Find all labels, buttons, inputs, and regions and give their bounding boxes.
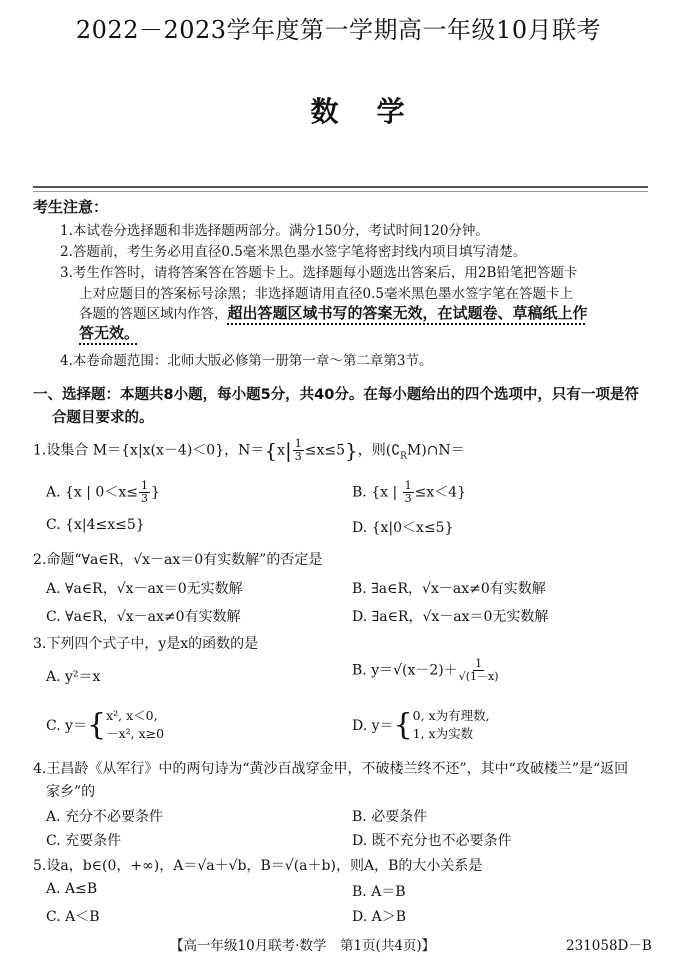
notice-emphasis-2: 答无效。 bbox=[79, 324, 140, 342]
subject-title: 数学 bbox=[310, 95, 443, 128]
question-3-stem: 3.下列四个式子中，y是x的函数的是 bbox=[33, 636, 259, 652]
q3-option-a[interactable]: A. y²＝x bbox=[46, 669, 101, 685]
question-4-stem-2: 家乡”的 bbox=[46, 784, 96, 800]
q5-option-b[interactable]: B. A＝B bbox=[352, 884, 406, 900]
notice-item-2: 2.答题前，考生务必用直径0.5毫米黑色墨水签字笔将密封线内项目填写清楚。 bbox=[60, 244, 527, 260]
q1-option-b[interactable] bbox=[352, 480, 466, 505]
q2-option-c[interactable]: C. ∀a∈R，√x－ax≠0有实数解 bbox=[46, 609, 241, 625]
notice-item-4: 4.本卷命题范围：北师大版必修第一册第一章～第二章第3节。 bbox=[60, 353, 433, 369]
footer-page-info: 【高一年级10月联考·数学 第1页(共4页)】 bbox=[170, 938, 436, 954]
q1-b-post: ≤x＜4} bbox=[414, 484, 467, 501]
q3-option-b[interactable] bbox=[352, 658, 500, 683]
section-heading-2: 合题目要求的。 bbox=[52, 410, 154, 426]
footer-code: 231058D－B bbox=[566, 938, 652, 954]
notice-item-3b: 上对应题目的答案标号涂黑；非选择题请用直径0.5毫米黑色墨水签字笔在答题卡上 bbox=[79, 286, 573, 302]
q3-c-line2: －x², x≥0 bbox=[106, 726, 165, 741]
q3-c-line1: x², x＜0, bbox=[106, 708, 158, 723]
q1-b-fraction: $\frac{1}{3}$ bbox=[404, 479, 412, 505]
notice-item-3c-text: 各题的答题区域内作答， bbox=[79, 306, 228, 322]
notice-heading: 考生注意： bbox=[33, 198, 109, 216]
question-4-stem: 4.王昌龄《从军行》中的两句诗为“黄沙百战穿金甲，不破楼兰终不还”，其中“攻破楼兰”是“返回 bbox=[33, 761, 629, 777]
q1-n-var: x bbox=[277, 442, 285, 459]
q1-option-d[interactable]: D. {x|0＜x≤5} bbox=[352, 520, 454, 536]
exam-title: 2022－2023学年度第一学期高一年级10月联考 bbox=[75, 16, 602, 44]
q3-d-pre: D. y＝ bbox=[352, 718, 394, 734]
q1-a-post: } bbox=[150, 484, 160, 501]
notice-emphasis: 超出答题区域书写的答案无效，在试题卷、草稿纸上作 bbox=[227, 304, 588, 322]
q1-n-post: ≤x≤5 bbox=[304, 442, 346, 459]
notice-item-3c bbox=[79, 302, 588, 323]
q1-option-a[interactable] bbox=[46, 480, 160, 505]
q5-option-a[interactable]: A. A≤B bbox=[46, 881, 98, 897]
q3-d-line1: 0, x为有理数, bbox=[412, 708, 490, 723]
q2-option-a[interactable]: A. ∀a∈R，√x－ax＝0无实数解 bbox=[46, 581, 243, 597]
q4-option-d[interactable]: D. 既不充分也不必要条件 bbox=[352, 833, 512, 849]
q1-prefix: 1.设集合 M＝{x|x(x－4)＜0}，N＝ bbox=[33, 442, 265, 459]
q4-option-a[interactable]: A. 充分不必要条件 bbox=[46, 809, 164, 825]
divider bbox=[33, 186, 648, 188]
q4-option-c[interactable]: C. 充要条件 bbox=[46, 833, 122, 849]
q2-option-d[interactable]: D. ∃a∈R，√x－ax＝0无实数解 bbox=[352, 609, 549, 625]
q1-option-c[interactable]: C. {x|4≤x≤5} bbox=[46, 517, 145, 533]
q3-d-line2: 1, x为实数 bbox=[412, 726, 474, 741]
q1-a-pre: A. {x | 0＜x≤ bbox=[46, 484, 138, 501]
question-1-stem: 1.设集合 M＝{x|x(x－4)＜0}，N＝{x| $\frac{1}{3}$ ≤x≤5}，则$(∁_RM)\cap N=$ bbox=[33, 437, 465, 463]
divider-thin bbox=[33, 191, 648, 192]
question-2-stem: 2.命题“∀a∈R，√x－ax＝0有实数解”的否定是 bbox=[33, 552, 323, 568]
q5-option-c[interactable]: C. A＜B bbox=[46, 909, 100, 925]
q1-suffix: ，则(∁ bbox=[357, 442, 401, 459]
q3-b-fraction: $\frac{1}{√(1-x)}$ bbox=[458, 657, 499, 683]
q1-n-fraction: $\frac{1}{3}$ bbox=[294, 437, 302, 463]
notice-item-3: 3.考生作答时，请将答案答在答题卡上。选择题每小题选出答案后，用2B铅笔把答题卡 bbox=[60, 265, 578, 281]
section-heading: 一、选择题：本题共8小题，每小题5分，共40分。在每小题给出的四个选项中，只有一项是符 bbox=[33, 387, 639, 403]
question-5-stem: 5.设a，b∈(0，+∞)，A＝√a＋√b，B＝√(a＋b)，则A，B的大小关系是 bbox=[33, 858, 483, 874]
q1-suffix2: M)∩N＝ bbox=[406, 442, 465, 459]
q1-a-fraction: $\frac{1}{3}$ bbox=[140, 479, 148, 505]
q1-sub: R bbox=[400, 451, 407, 462]
q3-option-c[interactable]: C. y＝{ x², x＜0, －x², x≥0 bbox=[46, 707, 165, 743]
q1-b-pre: B. {x | bbox=[352, 484, 402, 501]
q5-option-d[interactable]: D. A＞B bbox=[352, 909, 407, 925]
q4-option-b[interactable]: B. 必要条件 bbox=[352, 809, 428, 825]
q2-option-b[interactable]: B. ∃a∈R，√x－ax≠0有实数解 bbox=[352, 581, 546, 597]
q3-option-d[interactable]: D. y＝{ 0, x为有理数, 1, x为实数 bbox=[352, 707, 490, 743]
notice-item-1: 1.本试卷分选择题和非选择题两部分。满分150分，考试时间120分钟。 bbox=[60, 223, 489, 239]
q3-b-pre: B. y＝√(x－2)＋ bbox=[352, 662, 458, 679]
q3-c-pre: C. y＝ bbox=[46, 718, 88, 734]
